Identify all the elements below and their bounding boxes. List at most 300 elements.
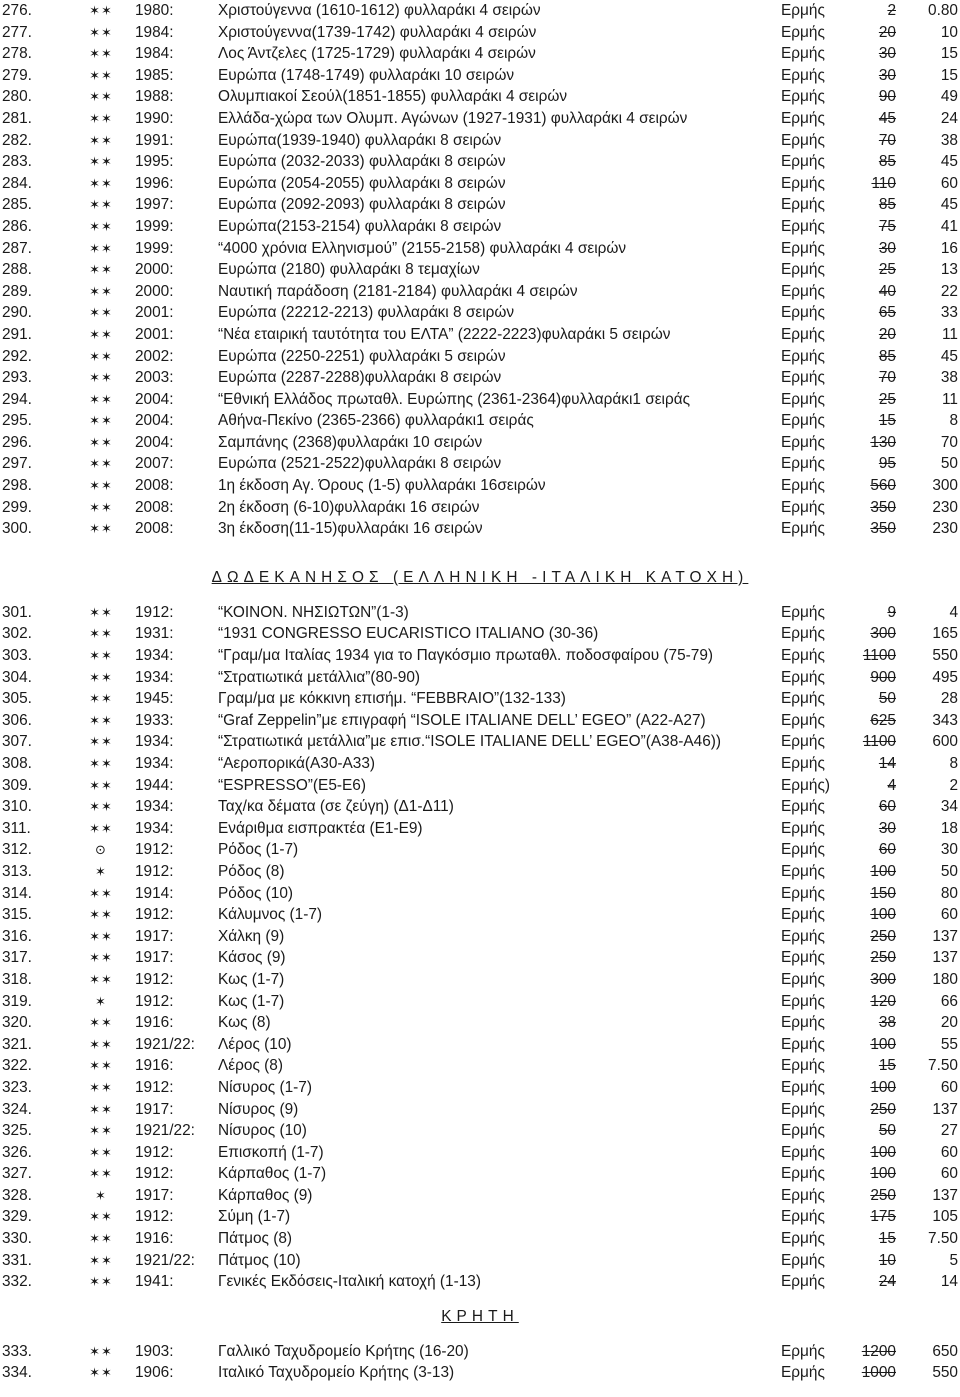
item-number: 309. [2,776,32,794]
item-description: Ελλάδα-χώρα των Ολυμπ. Αγώνων (1927-1931) φυλλαράκι 4 σειρών [218,109,688,127]
old-price: 25 [878,261,896,279]
new-price: 66 [940,992,958,1010]
condition-symbol: ✶✶ [89,89,113,105]
old-price: 30 [878,239,896,257]
item-description: Επισκοπή (1-7) [218,1143,324,1161]
condition-symbol: ✶✶ [89,950,113,966]
item-description: Νίσυρος (10) [218,1122,307,1140]
item-number: 318. [2,970,32,988]
item-description: Κως (1-7) [218,970,285,988]
catalog-row [0,602,960,624]
item-number: 308. [2,755,32,772]
new-price: 550 [932,647,958,665]
item-number: 276. [2,2,32,19]
catalog-publisher: Ερμής [781,711,825,729]
catalog-section [0,0,960,540]
new-price: 11 [942,390,958,408]
item-year: 1984: [135,45,174,63]
catalog-publisher: Ερμής [781,174,825,192]
item-number: 315. [2,906,32,924]
new-price: 70 [940,433,958,451]
old-price: 560 [870,477,896,495]
catalog-row [0,346,960,368]
condition-symbol: ✶✶ [89,478,113,494]
new-price: 15 [940,66,958,84]
item-year: 1916: [135,1230,174,1248]
catalog-publisher: Ερμής [781,1186,825,1204]
old-price: 40 [878,282,896,300]
item-year: 1933: [135,711,174,729]
catalog-row [0,259,960,281]
item-description: Πάτμος (10) [218,1251,301,1269]
new-price: 60 [940,1078,958,1096]
catalog-row [0,302,960,324]
catalog-row [0,43,960,65]
catalog-publisher: Ερμής [781,668,825,686]
condition-symbol: ✶✶ [89,734,113,750]
catalog-row [0,883,960,905]
item-number: 280. [2,88,32,106]
catalog-publisher: Ερμής [781,217,825,235]
catalog-row [0,410,960,432]
item-year: 1921/22: [135,1122,195,1140]
condition-symbol: ✶✶ [89,391,113,407]
condition-symbol: ✶✶ [89,305,113,321]
item-number: 307. [2,733,32,751]
condition-symbol: ✶✶ [89,1166,113,1182]
item-description: Γραμ/μα με κόκκινη επισήμ. “FEBBRAIO”(132-133) [218,690,566,708]
catalog-row [0,1012,960,1034]
catalog-publisher: Ερμής [781,369,825,387]
new-price: 230 [932,498,958,516]
new-price: 2 [949,776,958,794]
catalog-row [0,497,960,519]
condition-symbol: ✶✶ [89,928,113,944]
item-description: Ευρώπα(1939-1940) φυλλαράκι 8 σειρών [218,131,502,149]
catalog-row [0,1228,960,1250]
new-price: 30 [940,841,958,859]
item-year: 1997: [135,196,174,214]
catalog-row [0,1250,960,1272]
catalog-row [0,904,960,926]
item-number: 317. [2,949,32,967]
condition-symbol: ✶✶ [89,799,113,815]
condition-symbol: ✶✶ [89,499,113,515]
item-description: Ρόδος (1-7) [218,841,299,859]
new-price: 11 [942,325,958,343]
item-number: 323. [2,1078,32,1096]
catalog-publisher: Ερμής [781,906,825,924]
item-description: Κως (1-7) [218,992,285,1010]
new-price: 4 [949,603,958,621]
item-description: Ευρώπα (2521-2522)φυλλαράκι 8 σειρών [218,455,502,473]
catalog-publisher: Ερμής [781,433,825,451]
new-price: 10 [940,23,958,41]
condition-symbol: ✶✶ [89,1231,113,1247]
item-number: 284. [2,174,32,192]
old-price: 4 [887,776,896,794]
catalog-publisher: Ερμής [781,23,825,41]
catalog-row [0,453,960,475]
condition-symbol: ✶✶ [89,413,113,429]
catalog-row [0,1163,960,1185]
item-number: 312. [2,841,32,859]
item-number: 331. [2,1251,32,1269]
item-year: 1912: [135,1165,174,1183]
item-description: “ΚΟΙΝΟΝ. ΝΗΣΙΩΤΩΝ”(1-3) [218,603,409,621]
old-price: 60 [878,798,896,816]
item-year: 1934: [135,647,174,665]
old-price: 100 [870,1143,896,1161]
new-price: 7.50 [928,1057,958,1075]
item-number: 292. [2,347,32,365]
condition-symbol: ✶✶ [89,326,113,342]
old-price: 250 [870,949,896,967]
catalog-publisher: Ερμής [781,1165,825,1183]
new-price: 15 [940,45,958,63]
item-year: 1934: [135,819,174,837]
item-number: 281. [2,109,32,127]
catalog-row [0,1271,960,1293]
item-description: Ευρώπα (2250-2251) φυλλαράκι 5 σειρών [218,347,506,365]
catalog-row [0,796,960,818]
old-price: 85 [878,153,896,171]
new-price: 34 [940,798,958,816]
item-year: 1912: [135,1143,174,1161]
item-description: Ταχ/κα δέματα (σε ζεύγη) (Δ1-Δ11) [218,798,454,816]
old-price: 24 [878,1273,896,1291]
catalog-row [0,775,960,797]
condition-symbol: ✶ [95,1187,107,1203]
item-description: Ευρώπα (22212-2213) φυλλαράκι 8 σειρών [218,304,515,322]
new-price: 27 [940,1122,958,1140]
condition-symbol: ⊙ [95,842,107,858]
catalog-publisher: Ερμής [781,88,825,106]
item-description: Ευρώπα (1748-1749) φυλλαράκι 10 σειρών [218,66,515,84]
old-price: 300 [870,970,896,988]
item-number: 330. [2,1230,32,1248]
condition-symbol: ✶✶ [89,1101,113,1117]
catalog-row [0,432,960,454]
catalog-publisher: Ερμής [781,1014,825,1032]
item-number: 289. [2,282,32,300]
new-price: 50 [940,862,958,880]
catalog-publisher: Ερμής [781,282,825,300]
item-year: 1917: [135,949,174,967]
catalog-publisher: Ερμής [781,1078,825,1096]
condition-symbol: ✶✶ [89,240,113,256]
item-year: 1996: [135,174,174,192]
item-number: 321. [2,1035,32,1053]
catalog-publisher: Ερμής [781,498,825,516]
old-price: 90 [878,88,896,106]
catalog-row [0,839,960,861]
item-description: Ευρώπα (2054-2055) φυλλαράκι 8 σειρών [218,174,506,192]
new-price: 50 [940,455,958,473]
new-price: 24 [940,109,958,127]
catalog-publisher: Ερμής) [781,776,830,794]
new-price: 230 [932,520,958,538]
item-number: 313. [2,862,32,880]
item-number: 283. [2,153,32,171]
item-number: 279. [2,66,32,84]
old-price: 14 [878,755,896,772]
item-description: Λέρος (10) [218,1035,292,1053]
old-price: 30 [878,45,896,63]
item-year: 1912: [135,841,174,859]
catalog-row [0,688,960,710]
item-description: Γενικές Εκδόσεις-Ιταλική κατοχή (1-13) [218,1273,481,1291]
condition-symbol: ✶✶ [89,283,113,299]
item-description: Χριστούγεννα(1739-1742) φυλλαράκι 4 σειρών [218,23,537,41]
item-description: Ευρώπα (2032-2033) φυλλαράκι 8 σειρών [218,153,506,171]
catalog-publisher: Ερμής [781,992,825,1010]
item-number: 300. [2,520,32,538]
new-price: 137 [932,949,958,967]
item-year: 1912: [135,1078,174,1096]
new-price: 8 [949,755,958,772]
item-number: 285. [2,196,32,214]
catalog-row [0,1055,960,1077]
item-year: 1988: [135,88,174,106]
condition-symbol: ✶✶ [89,3,113,18]
item-number: 288. [2,261,32,279]
catalog-row [0,861,960,883]
catalog-publisher: Ερμής [781,884,825,902]
catalog-publisher: Ερμής [781,325,825,343]
old-price: 20 [878,23,896,41]
item-number: 291. [2,325,32,343]
catalog-publisher: Ερμής [781,625,825,643]
item-year: 1921/22: [135,1035,195,1053]
item-year: 1991: [135,131,174,149]
new-price: 8 [949,412,958,430]
old-price: 10 [878,1251,896,1269]
old-price: 350 [870,520,896,538]
item-description: Χάλκη (9) [218,927,285,945]
item-year: 1995: [135,153,174,171]
condition-symbol: ✶ [95,863,107,879]
new-price: 600 [932,733,958,751]
new-price: 495 [932,668,958,686]
new-price: 7.50 [928,1230,958,1248]
condition-symbol: ✶✶ [89,907,113,923]
old-price: 120 [870,992,896,1010]
item-number: 294. [2,390,32,408]
item-number: 334. [2,1364,32,1382]
catalog-publisher: Ερμής [781,862,825,880]
item-year: 1917: [135,1186,174,1204]
new-price: 18 [940,819,958,837]
catalog-row [0,216,960,238]
catalog-row [0,1341,960,1363]
catalog-publisher: Ερμής [781,1273,825,1291]
item-year: 2008: [135,498,174,516]
new-price: 60 [940,174,958,192]
item-number: 299. [2,498,32,516]
item-number: 301. [2,603,32,621]
condition-symbol: ✶✶ [89,154,113,170]
old-price: 15 [878,412,896,430]
item-description: Ρόδος (10) [218,884,294,902]
catalog-publisher: Ερμής [781,239,825,257]
new-price: 16 [940,239,958,257]
item-year: 1921/22: [135,1251,195,1269]
new-price: 55 [940,1035,958,1053]
catalog-row [0,710,960,732]
item-description: Σύμη (1-7) [218,1208,291,1226]
old-price: 15 [878,1057,896,1075]
item-year: 1931: [135,625,174,643]
catalog-row [0,1120,960,1142]
new-price: 165 [932,625,958,643]
condition-symbol: ✶✶ [89,777,113,793]
old-price: 300 [870,625,896,643]
old-price: 30 [878,819,896,837]
item-year: 1917: [135,927,174,945]
item-year: 2007: [135,455,174,473]
item-description: Αθήνα-Πεκίνο (2365-2366) φυλλαράκι1 σειράς [218,412,534,430]
catalog-publisher: Ερμής [781,1035,825,1053]
new-price: 60 [940,1165,958,1183]
item-description: Ευρώπα (2287-2288)φυλλαράκι 8 σειρών [218,369,502,387]
old-price: 85 [878,347,896,365]
item-number: 306. [2,711,32,729]
old-price: 130 [870,433,896,451]
catalog-publisher: Ερμής [781,477,825,495]
catalog-publisher: Ερμής [781,455,825,473]
old-price: 60 [878,841,896,859]
old-price: 85 [878,196,896,214]
new-price: 45 [940,347,958,365]
new-price: 60 [940,1143,958,1161]
item-year: 1916: [135,1057,174,1075]
item-number: 319. [2,992,32,1010]
catalog-publisher: Ερμής [781,970,825,988]
catalog-row [0,623,960,645]
item-number: 324. [2,1100,32,1118]
item-number: 293. [2,369,32,387]
catalog-publisher: Ερμής [781,949,825,967]
catalog-row [0,238,960,260]
condition-symbol: ✶✶ [89,691,113,707]
catalog-row [0,926,960,948]
condition-symbol: ✶✶ [89,370,113,386]
old-price: 100 [870,1165,896,1183]
catalog-publisher: Ερμής [781,1208,825,1226]
item-year: 2000: [135,282,174,300]
item-year: 2002: [135,347,174,365]
item-number: 305. [2,690,32,708]
condition-symbol: ✶✶ [89,669,113,685]
catalog-publisher: Ερμής [781,1143,825,1161]
catalog-publisher: Ερμής [781,1342,825,1360]
catalog-row [0,518,960,540]
item-year: 1944: [135,776,174,794]
catalog-row [0,667,960,689]
old-price: 50 [878,1122,896,1140]
catalog-publisher: Ερμής [781,412,825,430]
new-price: 14 [940,1273,958,1291]
item-year: 1912: [135,992,174,1010]
catalog-row [0,1185,960,1207]
catalog-publisher: Ερμής [781,131,825,149]
item-year: 1999: [135,239,174,257]
new-price: 38 [940,131,958,149]
new-price: 300 [932,477,958,495]
catalog-publisher: Ερμής [781,1122,825,1140]
item-number: 297. [2,455,32,473]
condition-symbol: ✶✶ [89,46,113,62]
item-number: 287. [2,239,32,257]
item-year: 2001: [135,304,174,322]
condition-symbol: ✶ [95,993,107,1009]
catalog-row [0,753,960,775]
new-price: 22 [940,282,958,300]
item-year: 2001: [135,325,174,343]
old-price: 20 [878,325,896,343]
new-price: 38 [940,369,958,387]
old-price: 100 [870,906,896,924]
item-description: Σαμπάνης (2368)φυλλαράκι 10 σειρών [218,433,483,451]
catalog-row [0,108,960,130]
catalog-row [0,0,960,22]
condition-symbol: ✶✶ [89,67,113,83]
catalog-publisher: Ερμής [781,798,825,816]
new-price: 33 [940,304,958,322]
item-description: “Νέα εταιρική ταυτότητα του ΕΛΤΑ” (2222-2223)φυλαράκι 5 σειρών [218,325,671,343]
catalog-row [0,1077,960,1099]
item-year: 1912: [135,970,174,988]
item-number: 295. [2,412,32,430]
item-description: Ευρώπα (2180) φυλλαράκι 8 τεμαχίων [218,261,480,279]
item-description: “Γραμ/μα Ιταλίας 1934 για το Παγκόσμιο πρωταθλ. ποδοσφαίρου (75-79) [218,647,714,665]
catalog-row [0,1362,960,1384]
catalog-row [0,367,960,389]
item-year: 1912: [135,906,174,924]
old-price: 100 [870,1078,896,1096]
item-number: 325. [2,1122,32,1140]
item-description: 3η έκδοση(11-15)φυλλαράκι 16 σειρών [218,520,483,538]
condition-symbol: ✶✶ [89,197,113,213]
item-description: Κάρπαθος (1-7) [218,1165,327,1183]
item-year: 2004: [135,390,174,408]
item-description: “1931 CONGRESSO EUCARISTICO ITALIANO (30-36) [218,625,599,643]
item-year: 2000: [135,261,174,279]
catalog-row [0,969,960,991]
item-year: 1914: [135,884,174,902]
item-description: Ιταλικό Ταχυδρομείο Κρήτης (3-13) [218,1364,455,1382]
catalog-row [0,818,960,840]
item-description: Ολυμπιακοί Σεούλ(1851-1855) φυλλαράκι 4 σειρών [218,88,568,106]
catalog-publisher: Ερμής [781,66,825,84]
old-price: 250 [870,927,896,945]
item-description: “Αεροπορικά(A30-A33) [218,755,376,772]
condition-symbol: ✶✶ [89,24,113,40]
item-description: Νίσυρος (9) [218,1100,299,1118]
new-price: 20 [940,1014,958,1032]
item-description: Λος Άντζελες (1725-1729) φυλλαράκι 4 σειρών [218,45,536,63]
catalog-publisher: Ερμής [781,1100,825,1118]
item-number: 303. [2,647,32,665]
old-price: 95 [878,455,896,473]
item-description: “Εθνική Ελλάδος πρωταθλ. Ευρώπης (2361-2364)φυλλαράκι1 σειράς [218,390,691,408]
item-year: 1934: [135,733,174,751]
item-year: 1934: [135,755,174,772]
old-price: 900 [870,668,896,686]
catalog-publisher: Ερμής [781,1251,825,1269]
item-description: Ενάριθμα εισπρακτέα (E1-E9) [218,819,423,837]
